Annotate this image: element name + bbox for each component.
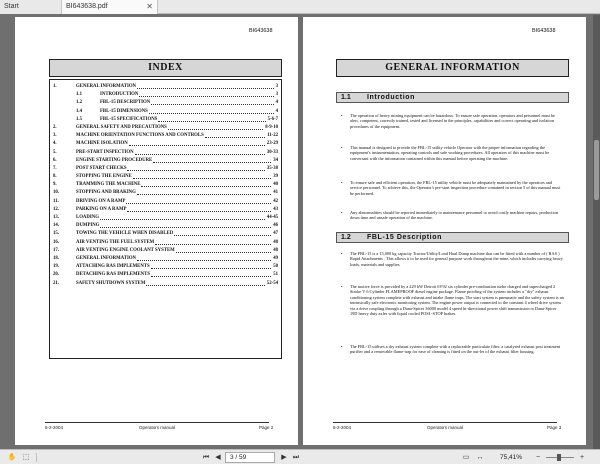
toc-entry[interactable] <box>50 271 281 279</box>
toc-entry[interactable] <box>50 116 281 124</box>
footer-rule <box>333 422 557 423</box>
paragraph-text: The motive force is provided by a 229 kW Detroit 6V92 six cylinder pre-combustion turbo charged and supercharged 2 Stroke V 6 Cylinder FLAMEPROOF diesel engine package. Flame proofing of the system includes a "dry" exhaust conditioning system complete with exhaust and intake flame traps. The start system is pneumatic and the safety system is an intrinsically safe electronic monitoring system. The engine power output is connected to the constant 4 wheel drive system via a drive coupling through a Dana-Spicer 36000 model 4 speed bi-directional power shift transmission to Dana-Spicer 19D heavy duty axles with liquid cooled POSI -STOP brakes. <box>350 284 564 317</box>
toc-leader <box>153 157 271 163</box>
toc-page: 48 <box>273 239 278 245</box>
toc-page: 30-33 <box>266 149 278 155</box>
toc-page: 23-29 <box>266 141 278 147</box>
toc-number: 15. <box>53 231 59 237</box>
page-3 <box>303 17 586 445</box>
section-title: FBL-15 Description <box>367 234 442 241</box>
toc-leader <box>137 189 271 195</box>
toc-leader <box>127 206 271 212</box>
toc-number: 6. <box>53 157 57 163</box>
toc-number: 21. <box>53 280 59 286</box>
footer-page: Page 3 <box>547 425 562 430</box>
toc-number: 16. <box>53 239 59 245</box>
toc-entry[interactable] <box>50 124 281 132</box>
zoom-slider-handle[interactable] <box>557 454 561 461</box>
toc-entry[interactable] <box>50 83 281 91</box>
page-2 <box>15 17 298 445</box>
toc-leader <box>141 181 271 187</box>
section-header <box>336 92 569 103</box>
toc-number: 4. <box>53 141 57 147</box>
paragraph-text: To ensure safe and efficient operation, the FBL-15 utility vehicle must be adequately maintained by the operators and service personnel. To achieve this, the Operator's pre-start inspection procedure contained in section 5 of this manual must be performed. <box>350 180 561 196</box>
last-page-icon[interactable]: ⏭ <box>292 454 300 461</box>
toc-subnumber: 1.2 <box>76 100 82 106</box>
hand-tool-icon[interactable]: ✋ <box>7 454 17 461</box>
toc-subnumber: 1.5 <box>76 116 82 122</box>
scrollbar-thumb[interactable] <box>594 140 599 200</box>
first-page-icon[interactable]: ⏮ <box>202 454 210 461</box>
tab-start[interactable] <box>0 0 62 14</box>
toc-number: 18. <box>53 255 59 261</box>
toc-number: 3. <box>53 133 57 139</box>
toc-number: 7. <box>53 165 57 171</box>
toc-page: 44-45 <box>266 215 278 220</box>
footer-page: Page 2 <box>259 425 274 430</box>
toc-entry[interactable] <box>50 181 281 189</box>
paragraph-text: The operation of heavy mining equipment can be hazardous. To ensure safe operation, operators and personnel must be alert, competent, correctly trained, tested and licensed in the principles, capabilities and correct operating and isolation procedures of the equipment. <box>350 113 555 129</box>
divider <box>36 453 37 462</box>
toc-leader <box>127 165 265 171</box>
toc-page: 39 <box>273 174 278 180</box>
paragraph-text: This manual is designed to provide the FBL-15 utility vehicle Operator with the proper information regarding the equipment's instrumentation, operating controls and safe working procedures. All operators of this machine must be conversant with the information contained within this manual before operating the machine. <box>350 145 550 161</box>
toc-entry[interactable] <box>50 140 281 148</box>
toc-entry[interactable] <box>50 239 281 247</box>
toc-number: 1. <box>53 84 57 89</box>
bullet-icon: • <box>341 210 343 215</box>
bullet-icon: • <box>341 251 343 256</box>
toc-label: GENERAL SAFETY AND PRECAUTIONS <box>76 124 167 130</box>
tab-bar <box>0 0 600 14</box>
toc-label: TOWING THE VEHICLE WHEN DISABLED <box>76 231 174 237</box>
toc-page: 40 <box>273 182 278 188</box>
toc-leader <box>139 91 274 97</box>
bullet-icon: • <box>341 344 343 349</box>
toc-leader <box>174 230 271 236</box>
toc-label: MACHINE ISOLATION <box>76 141 128 147</box>
toc-leader <box>151 263 271 269</box>
toc-page: 46 <box>273 223 278 229</box>
next-page-icon[interactable]: ▶ <box>281 454 287 461</box>
table-of-contents <box>49 79 282 359</box>
toc-page: 35-38 <box>266 165 278 171</box>
toc-leader <box>137 83 274 89</box>
toc-number: 13. <box>53 215 59 220</box>
toc-entry[interactable] <box>50 280 281 288</box>
toc-label: GENERAL INFORMATION <box>76 84 137 89</box>
toc-number: 20. <box>53 272 59 278</box>
toc-entry[interactable] <box>50 157 281 165</box>
toc-label: DETACHING RAS IMPLEMENTS <box>76 272 151 278</box>
toc-entry[interactable] <box>50 214 281 222</box>
document-id: BI643638 <box>532 28 556 34</box>
toc-page: 51 <box>273 272 278 278</box>
footer-date: 6-2-2004 <box>333 425 352 430</box>
toc-entry[interactable] <box>50 247 281 255</box>
toc-leader <box>168 124 263 130</box>
toc-entry[interactable] <box>50 149 281 157</box>
section-number: 1.1 <box>341 94 351 101</box>
toc-entry[interactable] <box>50 255 281 263</box>
toc-page: 42 <box>273 198 278 204</box>
toc-number: 8. <box>53 174 57 180</box>
toc-number: 10. <box>53 190 59 196</box>
toc-leader <box>146 280 265 286</box>
toc-entry[interactable] <box>50 91 281 99</box>
toc-label: AIR VENTING ENGINE COOLANT SYSTEM <box>76 247 175 253</box>
toc-label: STOPPING AND BRAKING <box>76 190 136 196</box>
toc-page: 11-22 <box>267 133 278 139</box>
toc-entry[interactable] <box>50 132 281 140</box>
toc-leader <box>133 173 271 179</box>
footer-rule <box>45 422 269 423</box>
document-viewer <box>0 15 600 449</box>
toc-leader <box>176 247 271 253</box>
toc-page: 47 <box>273 231 278 237</box>
zoom-level[interactable]: 75,41% <box>500 454 523 461</box>
toc-label: ENGINE STARTING PROCEDURE <box>76 157 153 163</box>
footer-date: 6-2-2004 <box>45 425 64 430</box>
toc-leader <box>205 132 265 138</box>
toc-entry[interactable] <box>50 222 281 230</box>
toc-label: AIR VENTING THE FUEL SYSTEM <box>76 239 155 245</box>
toc-entry[interactable] <box>50 165 281 173</box>
footer-title: Operators manual <box>427 425 464 430</box>
toc-page: 4 <box>275 108 278 114</box>
toc-page: 50 <box>273 264 278 270</box>
tab-label: Start <box>4 3 19 10</box>
toc-leader <box>151 271 271 277</box>
vertical-scrollbar[interactable] <box>593 15 600 449</box>
toc-page: 34 <box>273 157 278 163</box>
toc-entry[interactable] <box>50 189 281 197</box>
toc-label: MACHINE ORIENTATION FUNCTIONS AND CONTROLS <box>76 133 204 139</box>
toc-label: POST START CHECKS <box>76 165 127 171</box>
toc-leader <box>158 116 266 122</box>
toc-label: SAFETY SHUTDOWN SYSTEM <box>76 280 146 286</box>
toc-label: PRE-START INSPECTION <box>76 149 134 155</box>
general-information-title: GENERAL INFORMATION <box>336 59 569 77</box>
toc-number: 5. <box>53 149 57 155</box>
toc-label: TRAMMING THE MACHINE <box>76 182 141 188</box>
toc-label: LOADING <box>76 215 99 220</box>
toc-label: STOPPING THE ENGINE <box>76 174 132 180</box>
bottom-toolbar <box>0 449 600 464</box>
toc-leader <box>137 255 271 261</box>
section-title: Introduction <box>367 94 416 101</box>
toc-label: GENERAL INFORMATION <box>76 255 137 261</box>
toc-entry[interactable] <box>50 173 281 181</box>
toc-number: 2. <box>53 124 57 130</box>
close-icon[interactable]: ✕ <box>146 2 153 11</box>
toc-entry[interactable] <box>50 198 281 206</box>
bullet-icon: • <box>341 113 343 118</box>
toc-page: 3 <box>275 92 278 98</box>
fit-width-icon[interactable]: ↔ <box>476 454 484 461</box>
toc-entry[interactable] <box>50 206 281 214</box>
toc-leader <box>149 108 274 114</box>
toc-subnumber: 1.4 <box>76 108 82 114</box>
bullet-icon: • <box>341 284 343 289</box>
toc-label: DUMPING <box>76 223 100 229</box>
toc-leader <box>100 222 271 228</box>
toc-entry[interactable] <box>50 230 281 238</box>
toc-entry[interactable] <box>50 99 281 107</box>
zoom-in-icon[interactable]: + <box>579 454 585 461</box>
toc-number: 9. <box>53 182 57 188</box>
toc-subnumber: 1.1 <box>76 92 82 98</box>
toc-leader <box>126 198 271 204</box>
footer-title: Operators manual <box>139 425 176 430</box>
paragraph-text: The FBL-15 utilises a dry exhaust system complete with a replaceable particulate filter, a catalysed exhaust post treatment purifier and a removable flame-trap for ease of cleaning is fitted on the out-let of the exhaust filter housing. <box>350 344 561 355</box>
index-title: INDEX <box>49 59 282 77</box>
toc-page: 48 <box>273 247 278 253</box>
toc-number: 19. <box>53 264 59 270</box>
paragraph-text: Any abnormalities should be reported immediately to maintenance personnel to avoid costly machine repairs, production down time and unsafe operation of the machine. <box>350 210 558 221</box>
toc-leader <box>129 140 265 146</box>
toc-label: INTRODUCTION <box>100 92 139 98</box>
toc-leader <box>151 99 274 105</box>
section-header <box>336 232 569 243</box>
toc-page: 41 <box>273 190 278 196</box>
toc-entry[interactable] <box>50 108 281 116</box>
document-id: BI643638 <box>249 28 273 34</box>
toc-label: FBL-15 SPECIFICATIONS <box>100 116 158 122</box>
toc-page: 49 <box>273 255 278 261</box>
toc-label: PARKING ON A RAMP <box>76 206 127 212</box>
toc-label: FBL-15 DIMENSIONS <box>100 108 148 114</box>
tab-label: BI643638.pdf <box>66 3 108 10</box>
toc-leader <box>155 239 271 245</box>
toc-number: 14. <box>53 223 59 229</box>
toc-page: 52-54 <box>266 280 278 286</box>
toc-label: FBL-15 DESCRIPTION <box>100 100 151 106</box>
prev-page-icon[interactable]: ◀ <box>215 454 221 461</box>
toc-page: 43 <box>273 206 278 212</box>
toc-label: ATTACHING RAS IMPLEMENTS <box>76 264 150 270</box>
zoom-out-icon[interactable]: − <box>535 454 541 461</box>
section-number: 1.2 <box>341 234 351 241</box>
toc-page: 8-9-10 <box>265 124 278 130</box>
tab-document[interactable] <box>62 0 158 14</box>
toc-label: DRIVING ON A RAMP <box>76 198 126 204</box>
page-number-input[interactable]: 3 / 59 <box>225 452 275 463</box>
toc-page: 3 <box>275 84 278 89</box>
toc-number: 17. <box>53 247 59 253</box>
toc-entry[interactable] <box>50 263 281 271</box>
bullet-icon: • <box>341 145 343 150</box>
toc-number: 12. <box>53 206 59 212</box>
fit-page-icon[interactable]: ▭ <box>462 454 470 461</box>
select-tool-icon[interactable]: ⬚ <box>22 454 30 461</box>
toc-leader <box>135 149 265 155</box>
toc-number: 11. <box>53 198 59 204</box>
paragraph-text: The FBL-15 is a 15,000 kg capacity Tractor/Utility/Load Haul Dump machine that can be fitted with a number of ( RAS ) Rapid Attachments . This allows it to be used for general purpose work throughout the mine, which includes carrying heavy loads, materials and supplies. <box>350 251 563 267</box>
toc-page: 4 <box>275 100 278 106</box>
toc-page: 5-6-7 <box>267 116 278 122</box>
bullet-icon: • <box>341 180 343 185</box>
toc-leader <box>100 214 265 220</box>
